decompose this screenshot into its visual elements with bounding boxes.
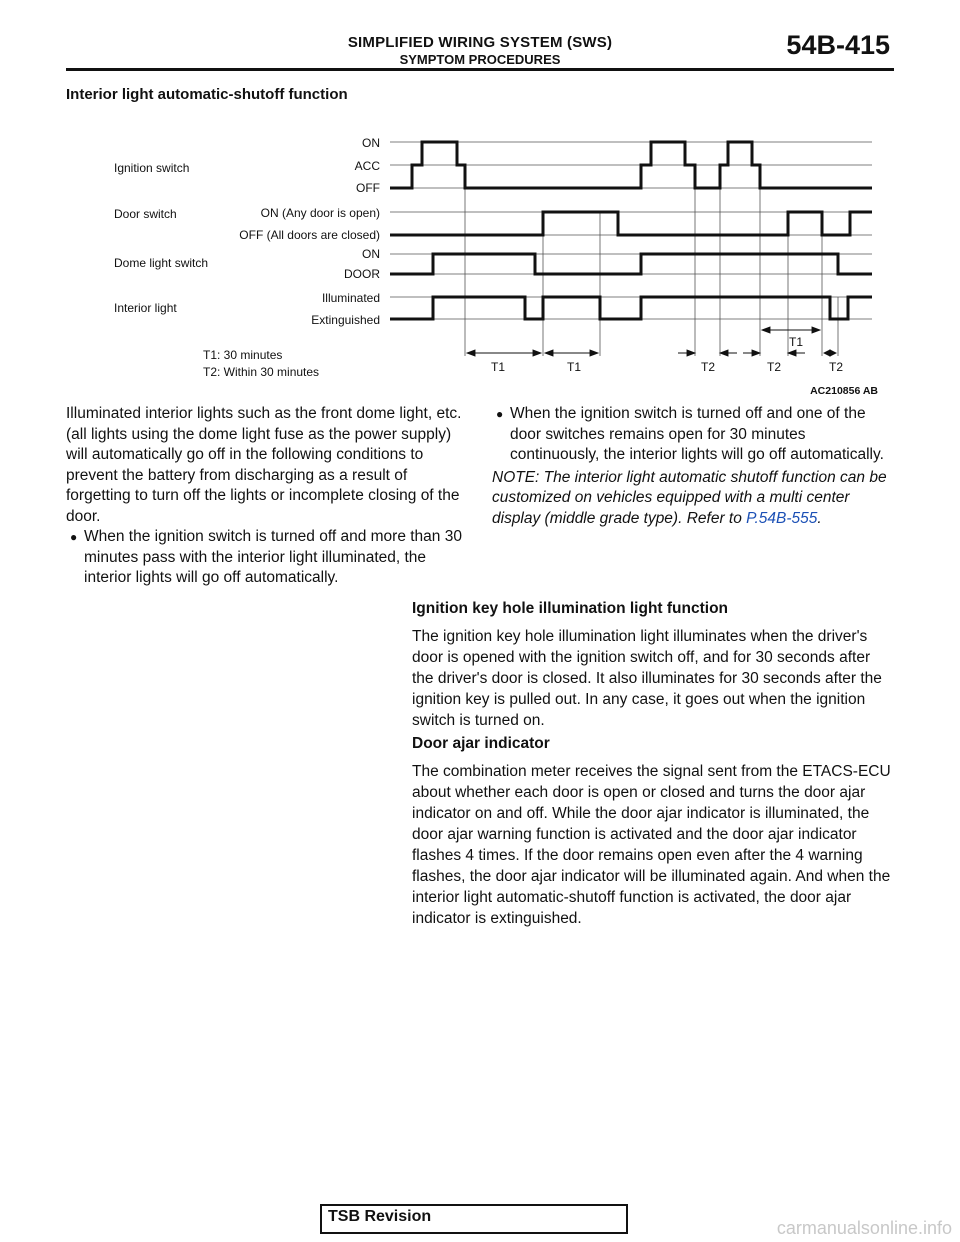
footer-label: TSB Revision [328, 1208, 432, 1225]
interval-t1-third [762, 327, 820, 333]
manual-subsection-title: SYMPTOM PROCEDURES [399, 52, 561, 67]
watermark: carmanualsonline.info [776, 1218, 952, 1238]
diagram-grid [390, 142, 872, 356]
door-switch-waveform [390, 212, 872, 235]
legend-t1: T1: 30 minutes [203, 348, 283, 362]
row-label-dome-light-switch: Dome light switch [114, 256, 209, 270]
section-title: Interior light automatic-shutoff function [66, 86, 348, 103]
state-label-door-off: OFF (All doors are closed) [239, 228, 380, 242]
door-ajar-section [412, 733, 894, 929]
page-number: 54B-415 [786, 30, 890, 60]
interval-label-t1-third: T1 [788, 335, 804, 349]
row-label-ignition-switch: Ignition switch [114, 161, 190, 175]
interval-label-t1-first: T1 [490, 360, 506, 374]
row-label-interior-light: Interior light [114, 301, 177, 315]
keyhole-section [412, 598, 894, 731]
keyhole-paragraph: The ignition key hole illumination light illuminates when the driver's door is opened with the ignition switch off, and for 30 seconds after the driver's door is closed. It also illuminates for 30 seconds after the ignition key is pulled out. In any case, it goes out when the ignition switch is turned on. [412, 628, 882, 729]
intro-paragraph: Illuminated interior lights such as the front dome light, etc. (all lights using the dome light fuse as the power supply) will automatically go off in the following conditions to prevent the battery from discharging as a result of forgetting to turn off the lights or incomplete closing of the door. [66, 405, 462, 525]
state-label-dome-on: ON [362, 247, 380, 261]
interval-label-t2-second: T2 [766, 360, 782, 374]
timing-diagram [100, 126, 890, 398]
door-ajar-heading: Door ajar indicator [412, 735, 550, 752]
interval-t2-first [678, 350, 737, 356]
interval-label-t1-second: T1 [566, 360, 582, 374]
note-paragraph [492, 468, 894, 530]
door-ajar-paragraph: The combination meter receives the signal sent from the ETACS-ECU about whether each door is open or closed and turns the door ajar indicator on and off. While the door ajar indicator is illuminated, the door ajar warning function is activated and the door ajar indicator flashes 4 times. If the door remains open even after the 4 warning flashes, the door ajar indicator will be illuminated again. And when the interior light automatic-shutoff function is activated, the door ajar indicator is extinguished. [412, 763, 891, 927]
bullet-text: When the ignition switch is turned off and more than 30 minutes pass with the interior light illuminated, the interior lights will go off automatically. [84, 528, 462, 586]
state-label-door-on: ON (Any door is open) [260, 206, 380, 220]
bullet-item [492, 404, 894, 466]
bullet-dot-icon: ● [70, 530, 78, 544]
state-label-ignition-on: ON [362, 136, 380, 150]
reference-link[interactable]: P.54B-555 [746, 509, 818, 527]
figure-id: AC210856 AB [810, 385, 878, 397]
manual-section-title: SIMPLIFIED WIRING SYSTEM (SWS) [347, 34, 613, 51]
interval-t1-first [467, 350, 541, 356]
dome-light-switch-waveform [390, 254, 872, 274]
state-label-dome-door: DOOR [344, 267, 380, 281]
interval-t2-third [824, 350, 836, 356]
state-label-ignition-acc: ACC [354, 159, 380, 173]
bullet-dot-icon: ● [496, 407, 504, 421]
note-end: . [817, 509, 822, 527]
note-text: NOTE: The interior light automatic shutoff function can be customized on vehicles equipped with a multi center display (middle grade type). Refer to [492, 468, 887, 527]
interval-label-t2-third: T2 [828, 360, 844, 374]
keyhole-heading: Ignition key hole illumination light function [412, 600, 729, 617]
left-column [66, 404, 468, 589]
state-label-ignition-off: OFF [356, 181, 380, 195]
interval-t2-second [743, 350, 805, 356]
bullet-text: When the ignition switch is turned off and one of the door switches remains open for 30 minutes continuously, the interior lights will go off automatically. [510, 405, 884, 463]
interval-label-t2-first: T2 [700, 360, 716, 374]
interior-light-waveform [390, 297, 872, 319]
state-label-illuminated: Illuminated [321, 291, 380, 305]
state-label-extinguished: Extinguished [311, 313, 380, 327]
legend-t2: T2: Within 30 minutes [203, 365, 320, 379]
interval-t1-second [545, 350, 598, 356]
bullet-item [66, 527, 468, 589]
right-column [492, 404, 894, 529]
row-label-door-switch: Door switch [114, 207, 177, 221]
header-rule [66, 68, 894, 71]
